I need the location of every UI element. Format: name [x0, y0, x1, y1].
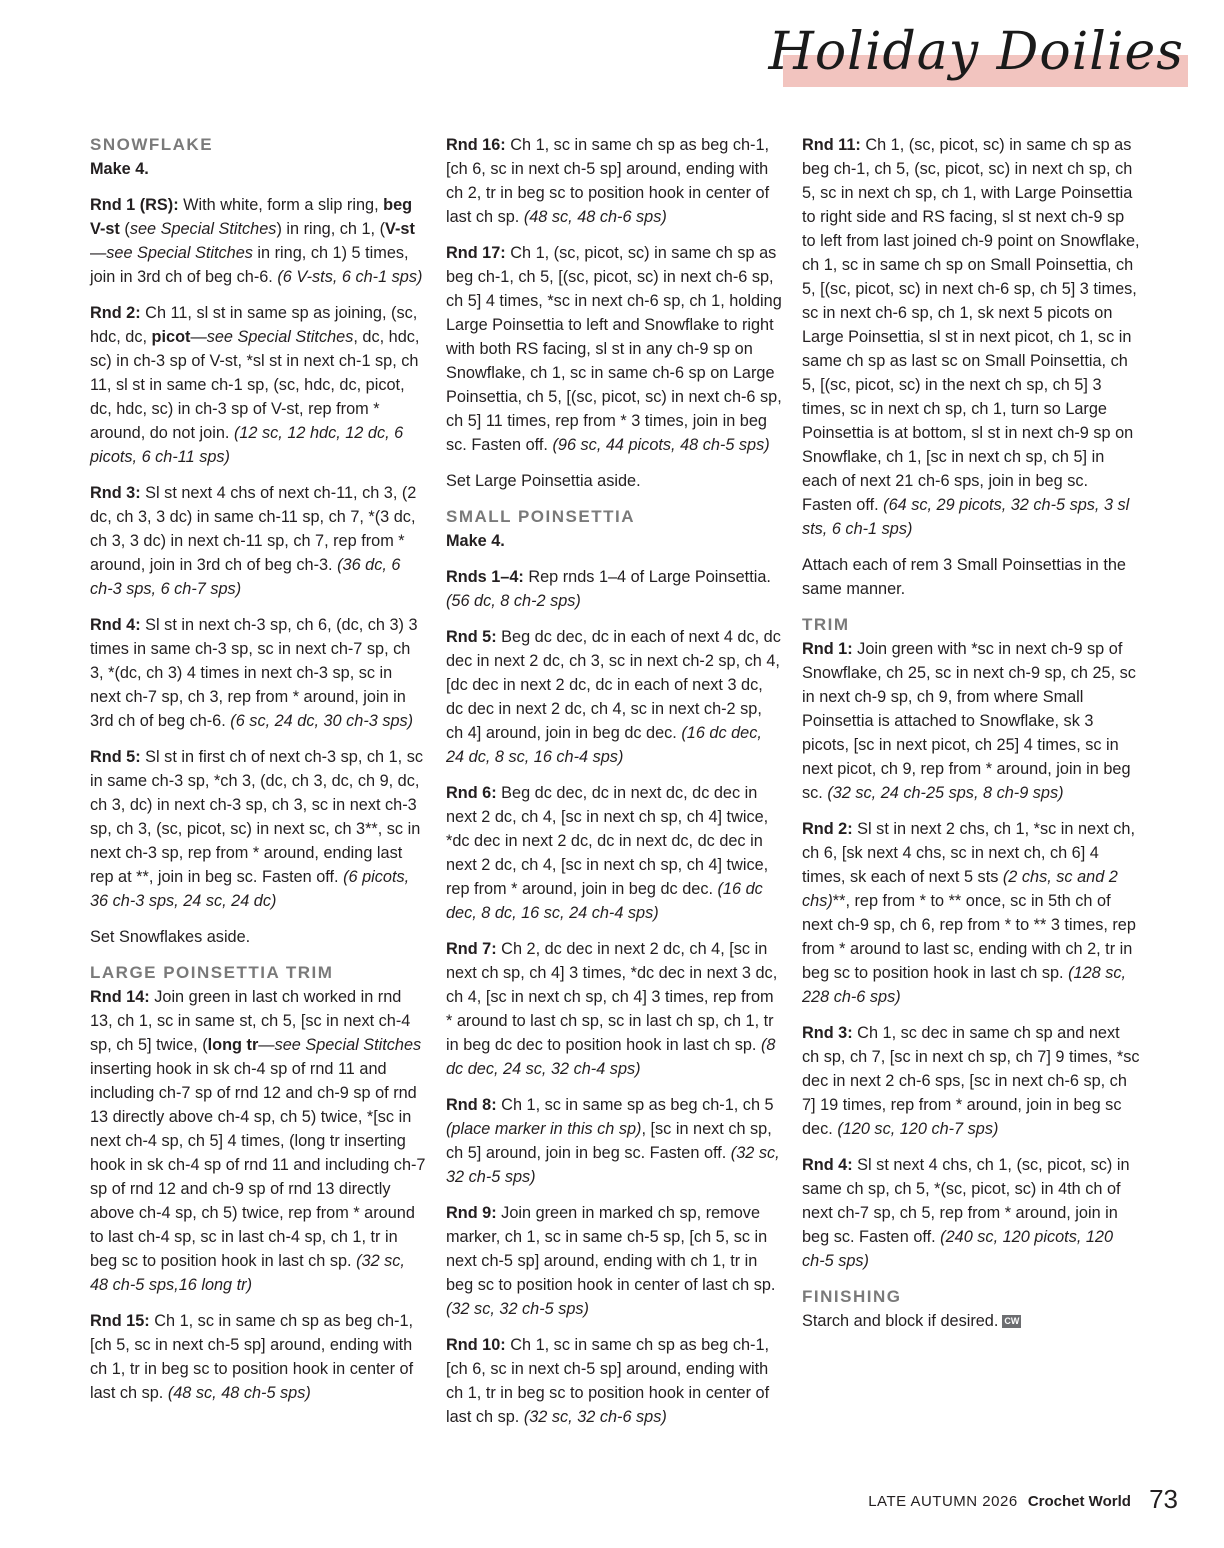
round-2: Rnd 2: Ch 11, sl st in same sp as joining, (sc, hdc, dc, picot—see Special Stitches, dc, hdc, sc) in ch-3 sp of V-st, *sl st in next ch-1 sp, ch 11, sl st in same ch-1 sp, (sc, hdc, dc, picot, dc, hdc, sc) in ch-3 sp of V-st, rep from * around, do not join. (12 sc, 12 hdc, 12 dc, 6 picots, 6 ch-11 sps): [90, 304, 420, 466]
round-4: Rnd 4: Sl st in next ch-3 sp, ch 6, (dc, ch 3) 3 times in same ch-3 sp, sc in next ch-7 sp, ch 3, *(dc, ch 3) 4 times in next ch-3 sp, sc in next ch-7 sp, ch 3, rep from * around, join in 3rd ch of beg ch-6. (6 sc, 24 dc, 30 ch-3 sps): [90, 616, 418, 730]
round-5-small: Rnd 5: Beg dc dec, dc in each of next 4 dc, dc dec in next 2 dc, ch 3, sc in next ch-2 sp, ch 4, [dc dec in next 2 dc, dc in each of next 3 dc, dc dec in next 2 dc, ch 4, sc in next ch-2 sp, ch 4] around, join in beg dc dec. (16 dc dec, 24 dc, 8 sc, 16 ch-4 sps): [446, 628, 781, 766]
column-2: [446, 133, 782, 1441]
issue-date: LATE AUTUMN 2026: [868, 1493, 1018, 1510]
trim-round-1: Rnd 1: Join green with *sc in next ch-9 sp of Snowflake, ch 25, sc in next ch-9 sp, ch 25, sc in next ch-9 sp, ch 9, from where Small Poinsettia is attached to Snowflake, sk 3 picots, [sc in next picot, ch 25] 4 times, sc in next picot, ch 9, rep from * around, join in beg sc. (32 sc, 24 ch-25 sps, 8 ch-9 sps): [802, 640, 1136, 802]
round-10-small: Rnd 10: Ch 1, sc in same ch sp as beg ch-1, [ch 6, sc in next ch-5 sp] around, ending with ch 1, tr in beg sc to position hook in center of last ch sp. (32 sc, 32 ch-6 sps): [446, 1336, 770, 1426]
round-5: Rnd 5: Sl st in first ch of next ch-3 sp, ch 1, sc in same ch-3 sp, *ch 3, (dc, ch 3, dc, ch 9, dc, ch 3, dc) in next ch-3 sp, ch 3, sc in next ch-3 sp, ch 3, (sc, picot, sc) in next sc, ch 3**, sc in next ch-3 sp, rep from * around, ending last rep at **, join in beg sc. Fasten off. (6 picots, 36 ch-3 sps, 24 sc, 24 dc): [90, 748, 423, 910]
round-14: Rnd 14: Join green in last ch worked in rnd 13, ch 1, sc in same st, ch 5, [sc in next ch-4 sp, ch 5] twice, (long tr—see Special Stitches inserting hook in sk ch-4 sp of rnd 11 and including ch-7 sp of rnd 12 and ch-9 sp of rnd 13 directly above ch-4 sp, ch 5) twice, *[sc in next ch-4 sp, ch 5] 4 times, (long tr inserting hook in sk ch-4 sp of rnd 11 and including ch-7 sp of rnd 12 and ch-9 sp of rnd 13 directly above ch-4 sp, ch 5) twice, rep from * around to last ch-4 sp, sc in last ch-4 sp, ch 1, tr in beg sc to position hook in last ch sp. (32 sc, 48 ch-5 sps,16 long tr): [90, 988, 426, 1294]
round-17: Rnd 17: Ch 1, (sc, picot, sc) in same ch sp as beg ch-1, ch 5, [(sc, picot, sc) in next ch-6 sp, ch 5] 4 times, *sc in next ch-6 sp, ch 1, holding Large Poinsettia to left and Snowflake to right with both RS facing, sl st in any ch-9 sp on Snowflake, ch 1, sc in same ch-6 sp on Large Poinsettia, ch 5, [(sc, picot, sc) in next ch-6 sp, ch 5] 11 times, rep from * 3 times, join in beg sc. Fasten off. (96 sc, 44 picots, 48 ch-5 sps): [446, 244, 782, 454]
rounds-1-4: Rnds 1–4: Rep rnds 1–4 of Large Poinsettia. (56 dc, 8 ch-2 sps): [446, 568, 771, 610]
section-heading-finishing: FINISHING: [802, 1287, 902, 1306]
attach-note: Attach each of rem 3 Small Poinsettias in the same manner.: [802, 556, 1126, 598]
section-heading-small-poinsettia: SMALL POINSETTIA: [446, 507, 635, 526]
round-11-small: Rnd 11: Ch 1, (sc, picot, sc) in same ch sp as beg ch-1, ch 5, (sc, picot, sc) in next ch sp, ch 5, sc in next ch sp, ch 1, with Large Poinsettia to right side and RS facing, sl st next ch-9 sp to left from last joined ch-9 point on Snowflake, ch 1, sc in same ch sp on Small Poinsettia, ch 5, [(sc, picot, sc) in next ch-6 sp, ch 5] 3 times, sc in next ch-6 sp, ch 1, sk next 5 picots on Large Poinsettia, sl st in next picot, ch 1, sc in same ch sp as last sc on Small Poinsettia, ch 5, [(sc, picot, sc) in the next ch sp, ch 5] 3 times, sc in next ch sp, ch 1, turn so Large Poinsettia is at bottom, sl st in next ch-9 sp on Snowflake, ch 1, [sc in next ch sp, ch 5] in each of next 21 ch-6 sps, join in beg sc. Fasten off. (64 sc, 29 picots, 32 ch-5 sps, 3 sl sts, 6 ch-1 sps): [802, 136, 1140, 538]
round-1: Rnd 1 (RS): With white, form a slip ring, beg V-st (see Special Stitches) in ring, ch 1, (V-st—see Special Stitches in ring, ch 1) 5 times, join in 3rd ch of beg ch-6. (6 V-sts, 6 ch-1 sps): [90, 196, 423, 286]
cw-end-mark-icon: CW: [1004, 1316, 1020, 1326]
set-aside-note: Set Snowflakes aside.: [90, 928, 251, 946]
page-title: Holiday Doilies: [768, 22, 1184, 82]
round-6-small: Rnd 6: Beg dc dec, dc in next dc, dc dec in next 2 dc, ch 4, [sc in next ch sp, ch 4] twice, *dc dec in next 2 dc, dc in next dc, dc dec in next 2 dc, ch 4, [sc in next ch sp, ch 4] twice, rep from * around, join in beg dc dec. (16 dc dec, 8 dc, 16 sc, 24 ch-4 sps): [446, 784, 769, 922]
section-heading-trim: TRIM: [802, 615, 850, 634]
trim-round-4: Rnd 4: Sl st next 4 chs, ch 1, (sc, picot, sc) in same ch sp, ch 5, *(sc, picot, sc) in 4th ch of next ch-7 sp, ch 5, rep from * around, join in beg sc. Fasten off. (240 sc, 120 picots, 120 ch-5 sps): [802, 1156, 1130, 1270]
round-7-small: Rnd 7: Ch 2, dc dec in next 2 dc, ch 4, [sc in next ch sp, ch 4] 3 times, *dc dec in next 3 dc, ch 4, [sc in next ch sp, ch 4] 3 times, rep from * around to last ch sp, sc in last ch sp, ch 1, tr in beg dc dec to position hook in last ch sp. (8 dc dec, 24 sc, 32 ch-4 sps): [446, 940, 778, 1078]
round-3: Rnd 3: Sl st next 4 chs of next ch-11, ch 3, (2 dc, ch 3, 3 dc) in same ch-11 sp, ch 7, *(3 dc, ch 3, 3 dc) in next ch-11 sp, ch 7, rep from * around, join in 3rd ch of beg ch-3. (36 dc, 6 ch-3 sps, 6 ch-7 sps): [90, 484, 417, 598]
trim-round-3: Rnd 3: Ch 1, sc dec in same ch sp and next ch sp, ch 7, [sc in next ch sp, ch 7] 9 times, *sc dec in next 2 ch-6 sps, [sc in next ch-6 sp, ch 7] 19 times, rep from * around, join in beg sc dec. (120 sc, 120 ch-7 sps): [802, 1024, 1140, 1138]
round-8-small: Rnd 8: Ch 1, sc in same sp as beg ch-1, ch 5 (place marker in this ch sp), [sc in next ch sp, ch 5] around, join in beg sc. Fasten off. (32 sc, 32 ch-5 sps): [446, 1096, 780, 1186]
page-footer: [868, 1484, 1178, 1515]
section-heading-snowflake: SNOWFLAKE: [90, 135, 214, 154]
page-number: 73: [1149, 1484, 1178, 1514]
section-heading-large-poinsettia-trim: LARGE POINSETTIA TRIM: [90, 963, 334, 982]
column-1: [90, 133, 426, 1417]
round-9-small: Rnd 9: Join green in marked ch sp, remove marker, ch 1, sc in same ch-5 sp, [ch 5, sc in next ch-5 sp] around, ending with ch 1, tr in beg sc to position hook in center of last ch sp. (32 sc, 32 ch-5 sps): [446, 1204, 776, 1318]
finishing-text: Starch and block if desired. CW: [802, 1312, 1020, 1330]
magazine-name: Crochet World: [1027, 1493, 1131, 1510]
column-3: [802, 133, 1140, 1345]
make-count: Make 4.: [90, 160, 149, 178]
trim-round-2: Rnd 2: Sl st in next 2 chs, ch 1, *sc in next ch, ch 6, [sk next 4 chs, sc in next ch, ch 6] 4 times, sk each of next 5 sts (2 chs, sc and 2 chs)**, rep from * to ** once, sc in 5th ch of next ch-9 sp, ch 6, rep from * to ** 3 times, rep from * around to last sc, ending with ch 2, tr in beg sc to position hook in last ch sp. (128 sc, 228 ch-6 sps): [802, 820, 1136, 1006]
round-16: Rnd 16: Ch 1, sc in same ch sp as beg ch-1, [ch 6, sc in next ch-5 sp] around, ending with ch 2, tr in beg sc to position hook in center of last ch sp. (48 sc, 48 ch-6 sps): [446, 136, 770, 226]
make-count: Make 4.: [446, 532, 505, 550]
set-large-aside-note: Set Large Poinsettia aside.: [446, 472, 641, 490]
round-15: Rnd 15: Ch 1, sc in same ch sp as beg ch-1, [ch 5, sc in next ch-5 sp] around, ending with ch 1, tr in beg sc to position hook in center of last ch sp. (48 sc, 48 ch-5 sps): [90, 1312, 414, 1402]
